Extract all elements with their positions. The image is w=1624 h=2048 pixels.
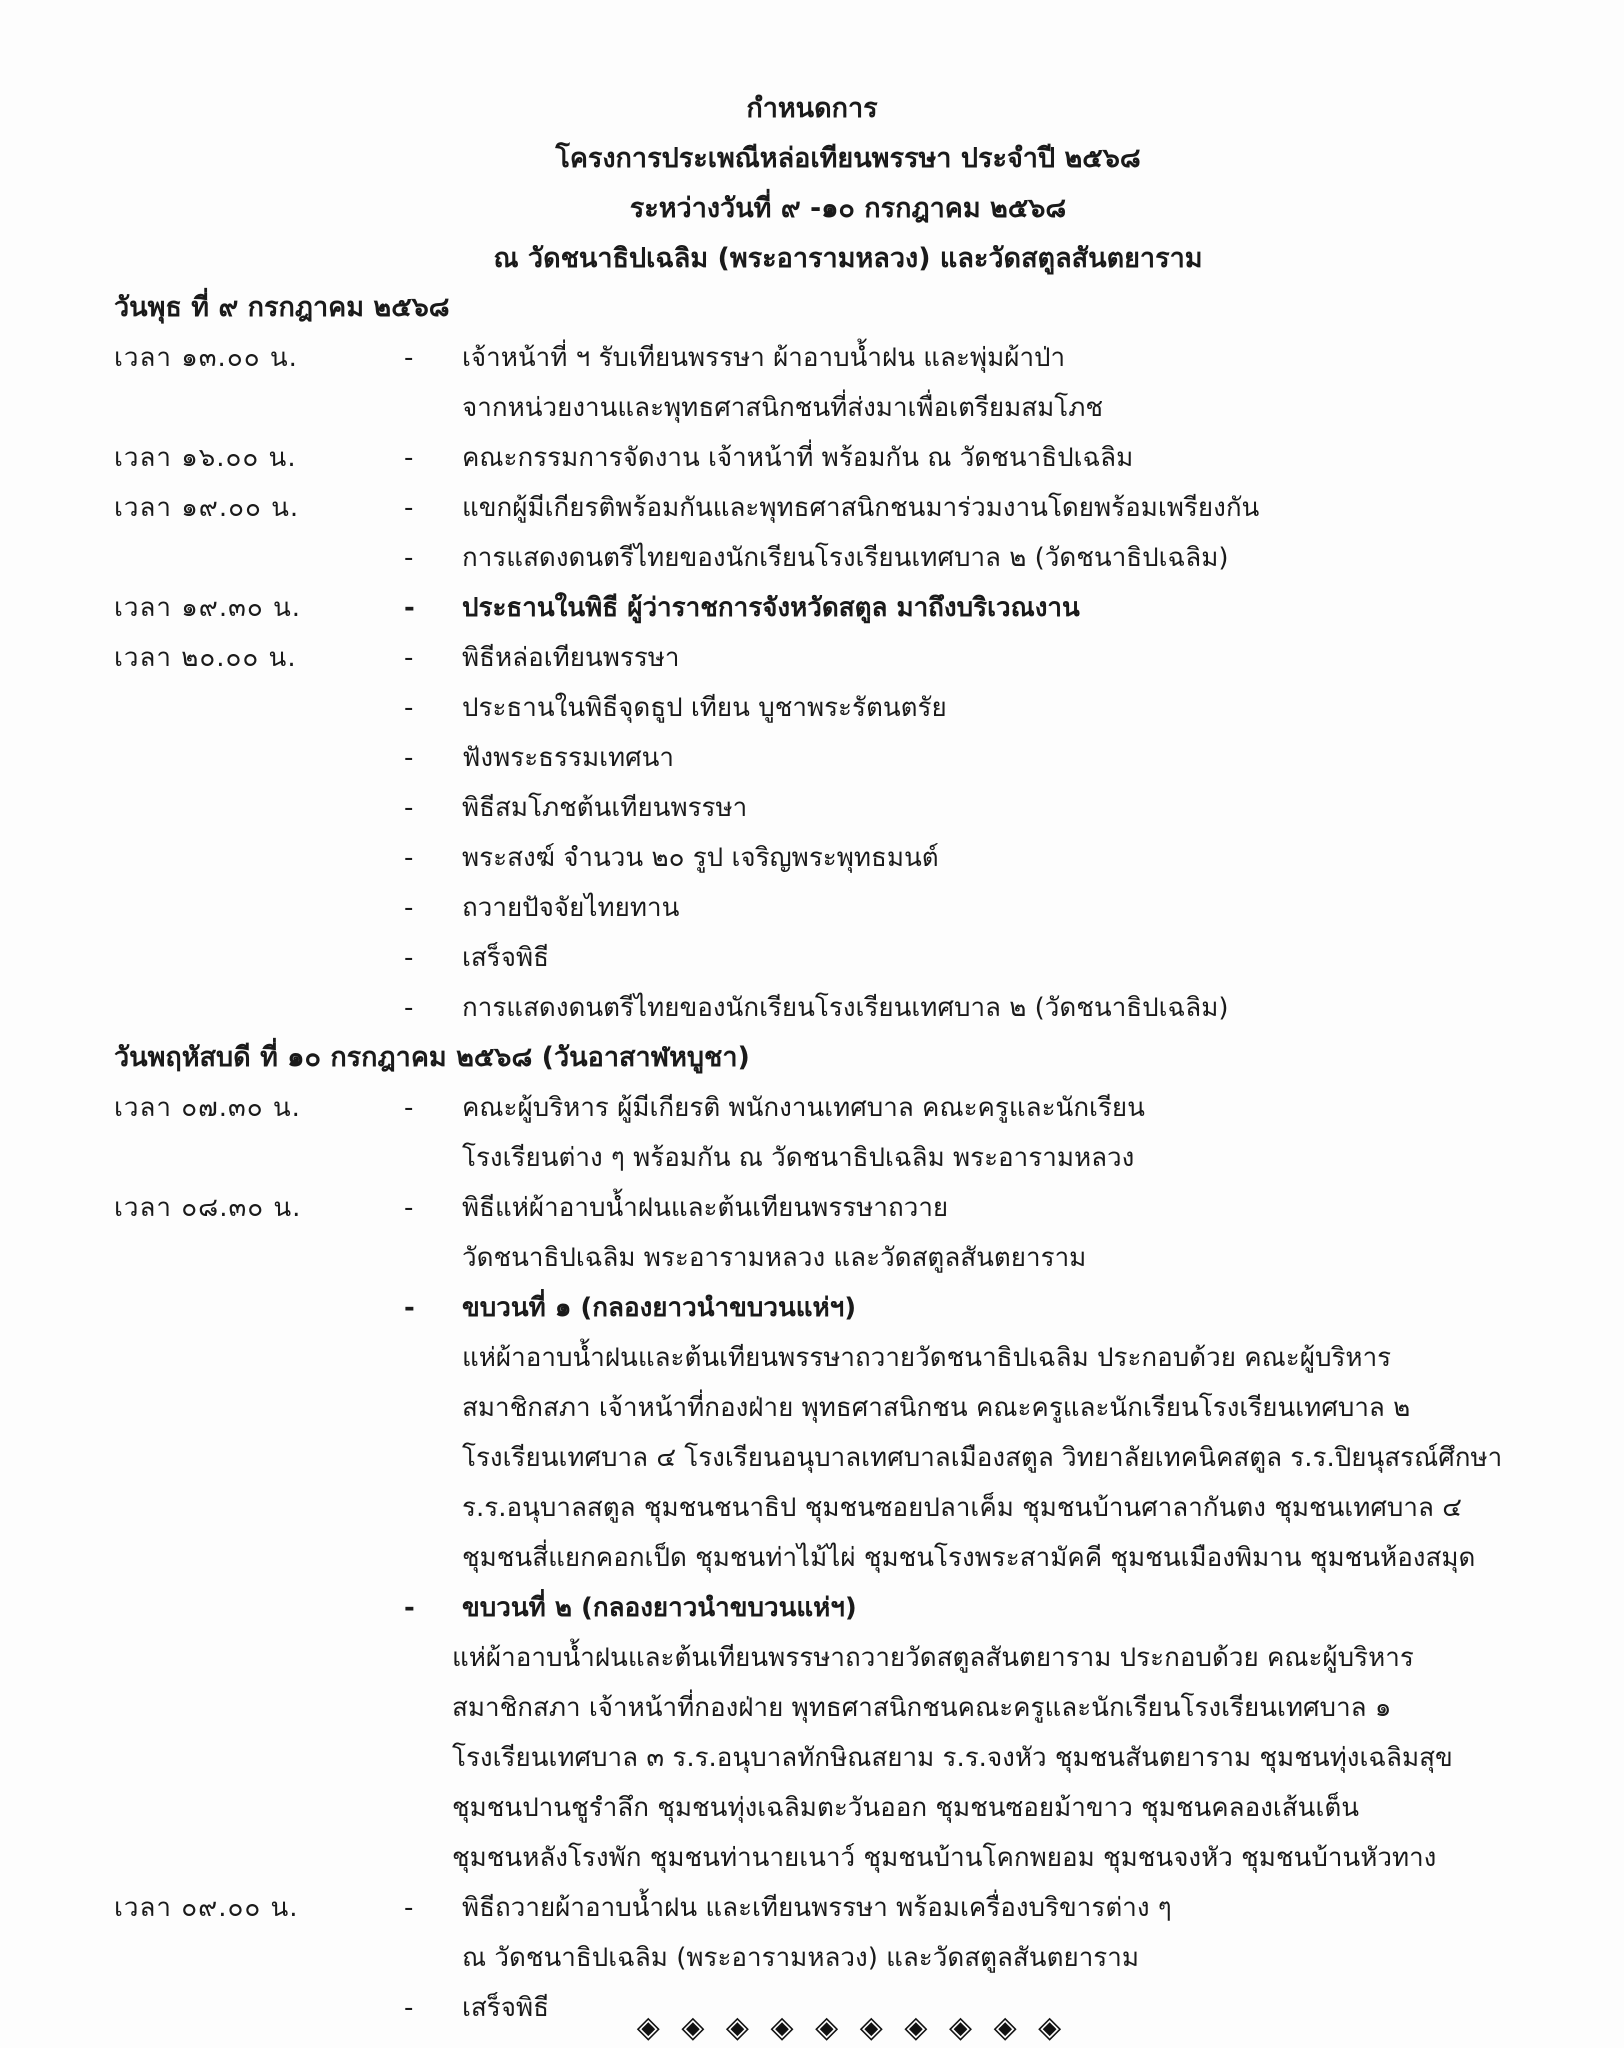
schedule-bullet: - (404, 1893, 414, 1923)
footer-ornaments (0, 2010, 1624, 2045)
venue-line: ณ วัดชนาธิปเฉลิม (พระอารามหลวง) และวัดสตูลสันตยาราม (493, 243, 1203, 274)
schedule-text: แขกผู้มีเกียรติพร้อมกันและพุทธศาสนิกชนมาร่วมงานโดยพร้อมเพรียงกัน (462, 493, 1260, 523)
schedule-text: พิธีสมโภชต้นเทียนพรรษา (462, 793, 748, 823)
schedule-bullet: - (404, 693, 414, 723)
schedule-bullet: - (404, 1293, 415, 1323)
schedule-row (0, 1238, 1624, 1288)
schedule-row (0, 1288, 1624, 1338)
schedule-row (0, 588, 1624, 638)
schedule-text: โรงเรียนต่าง ๆ พร้อมกัน ณ วัดชนาธิปเฉลิม พระอารามหลวง (462, 1143, 1135, 1173)
schedule-bullet: - (404, 1093, 414, 1123)
schedule-text: ประธานในพิธีจุดธูป เทียน บูชาพระรัตนตรัย (462, 693, 947, 723)
schedule-row (0, 1138, 1624, 1188)
schedule-bullet: - (404, 493, 414, 523)
schedule-text: การแสดงดนตรีไทยของนักเรียนโรงเรียนเทศบาล ๒ (วัดชนาธิปเฉลิม) (462, 543, 1229, 573)
schedule-row (0, 1588, 1624, 1638)
schedule-time: เวลา ๐๗.๓๐ น. (114, 1093, 301, 1123)
schedule-row (0, 1088, 1624, 1138)
project-title: โครงการประเพณีหล่อเทียนพรรษา ประจำปี ๒๕๖๘ (555, 143, 1141, 174)
schedule-text: ณ วัดชนาธิปเฉลิม (พระอารามหลวง) และวัดสตูลสันตยาราม (462, 1943, 1139, 1973)
schedule-bullet: - (404, 1993, 414, 2023)
schedule-text: โรงเรียนเทศบาล ๔ โรงเรียนอนุบาลเทศบาลเมืองสตูล วิทยาลัยเทคนิคสตูล ร.ร.ปิยนุสรณ์ศึกษา (462, 1443, 1503, 1473)
schedule-text: ขบวนที่ ๒ (กลองยาวนำขบวนแห่ฯ) (462, 1593, 857, 1623)
schedule-text: แห่ผ้าอาบน้ำฝนและต้นเทียนพรรษาถวายวัดสตูลสันตยาราม ประกอบด้วย คณะผู้บริหาร (452, 1643, 1414, 1673)
schedule-bullet: - (404, 543, 414, 573)
schedule-text: ร.ร.อนุบาลสตูล ชุมชนชนาธิป ชุมชนซอยปลาเค็ม ชุมชนบ้านศาลากันตง ชุมชนเทศบาล ๔ (462, 1493, 1462, 1523)
schedule-row (0, 1638, 1624, 1688)
schedule-bullet: - (404, 993, 414, 1023)
schedule-text: พิธีหล่อเทียนพรรษา (462, 643, 680, 673)
schedule-row (0, 1938, 1624, 1988)
schedule-text: พิธีถวายผ้าอาบน้ำฝน และเทียนพรรษา พร้อมเครื่องบริขารต่าง ๆ (462, 1893, 1172, 1923)
schedule-text: แห่ผ้าอาบน้ำฝนและต้นเทียนพรรษาถวายวัดชนาธิปเฉลิม ประกอบด้วย คณะผู้บริหาร (462, 1343, 1392, 1373)
schedule-text: ประธานในพิธี ผู้ว่าราชการจังหวัดสตูล มาถึงบริเวณงาน (462, 593, 1080, 623)
schedule-text: ชุมชนหลังโรงพัก ชุมชนท่านายเนาว์ ชุมชนบ้านโคกพยอม ชุมชนจงหัว ชุมชนบ้านหัวทาง (452, 1843, 1437, 1873)
date-range: ระหว่างวันที่ ๙ -๑๐ กรกฎาคม ๒๕๖๘ (629, 193, 1067, 224)
schedule-time: เวลา ๐๙.๐๐ น. (114, 1893, 299, 1923)
schedule-text: ถวายปัจจัยไทยทาน (462, 893, 680, 923)
schedule-row (0, 338, 1624, 388)
schedule-text: พระสงฆ์ จำนวน ๒๐ รูป เจริญพระพุทธมนต์ (462, 843, 939, 873)
schedule-text: ชุมชนสี่แยกคอกเป็ด ชุมชนท่าไม้ไผ่ ชุมชนโรงพระสามัคคี ชุมชนเมืองพิมาน ชุมชนห้องสมุด (462, 1543, 1476, 1573)
schedule-row (0, 1438, 1624, 1488)
schedule-bullet: - (404, 743, 414, 773)
schedule-time: เวลา ๒๐.๐๐ น. (114, 643, 297, 673)
schedule-bullet: - (404, 443, 414, 473)
schedule-row (0, 1538, 1624, 1588)
schedule-bullet: - (404, 1593, 415, 1623)
schedule-text: ชุมชนปานชูรำลึก ชุมชนทุ่งเฉลิมตะวันออก ชุมชนซอยม้าขาว ชุมชนคลองเส้นเต็น (452, 1793, 1359, 1823)
schedule-row (0, 838, 1624, 888)
schedule-bullet: - (404, 843, 414, 873)
day1-heading: วันพุธ ที่ ๙ กรกฎาคม ๒๕๖๘ (114, 292, 450, 323)
schedule-row (0, 1838, 1624, 1888)
schedule-row (0, 1388, 1624, 1438)
schedule-text: วัดชนาธิปเฉลิม พระอารามหลวง และวัดสตูลสันตยาราม (462, 1243, 1087, 1273)
schedule-row (0, 1488, 1624, 1538)
diamond-ornament-row: ◈ ◈ ◈ ◈ ◈ ◈ ◈ ◈ ◈ ◈ (636, 2010, 1068, 2045)
schedule-row (0, 938, 1624, 988)
day2-heading: วันพฤหัสบดี ที่ ๑๐ กรกฎาคม ๒๕๖๘ (วันอาสาฬหบูชา) (114, 1042, 750, 1073)
schedule-time: เวลา ๑๙.๐๐ น. (114, 493, 300, 523)
schedule-text: คณะผู้บริหาร ผู้มีเกียรติ พนักงานเทศบาล คณะครูและนักเรียน (462, 1093, 1145, 1123)
schedule-row (0, 1338, 1624, 1388)
schedule-row (0, 1688, 1624, 1738)
schedule-text: คณะกรรมการจัดงาน เจ้าหน้าที่ พร้อมกัน ณ วัดชนาธิปเฉลิม (462, 443, 1134, 473)
schedule-bullet: - (404, 1193, 414, 1223)
schedule-row (0, 988, 1624, 1038)
schedule-text: เจ้าหน้าที่ ฯ รับเทียนพรรษา ผ้าอาบน้ำฝน และพุ่มผ้าป่า (462, 343, 1066, 373)
schedule-row (0, 688, 1624, 738)
schedule-text: สมาชิกสภา เจ้าหน้าที่กองฝ่าย พุทธศาสนิกชนคณะครูและนักเรียนโรงเรียนเทศบาล ๑ (452, 1693, 1392, 1723)
document-title: กำหนดการ (746, 93, 878, 124)
schedule-text: ฟังพระธรรมเทศนา (462, 743, 675, 773)
schedule-bullet: - (404, 593, 415, 623)
schedule-row (0, 788, 1624, 838)
schedule-bullet: - (404, 643, 414, 673)
schedule-text: เสร็จพิธี (462, 943, 549, 973)
schedule-bullet: - (404, 943, 414, 973)
schedule-row (0, 538, 1624, 588)
schedule-row (0, 388, 1624, 438)
schedule-text: สมาชิกสภา เจ้าหน้าที่กองฝ่าย พุทธศาสนิกชน คณะครูและนักเรียนโรงเรียนเทศบาล ๒ (462, 1393, 1411, 1423)
schedule-row (0, 1888, 1624, 1938)
schedule-row (0, 1188, 1624, 1238)
schedule-row (0, 738, 1624, 788)
schedule-time: เวลา ๑๓.๐๐ น. (114, 343, 298, 373)
schedule-text: เสร็จพิธี (462, 1993, 549, 2023)
schedule-time: เวลา ๑๖.๐๐ น. (114, 443, 297, 473)
schedule-time: เวลา ๐๘.๓๐ น. (114, 1193, 302, 1223)
document-header (0, 84, 1624, 284)
schedule-row (0, 488, 1624, 538)
schedule-text: ขบวนที่ ๑ (กลองยาวนำขบวนแห่ฯ) (462, 1293, 857, 1323)
schedule-bullet: - (404, 793, 414, 823)
schedule-bullet: - (404, 893, 414, 923)
schedule-text: พิธีแห่ผ้าอาบน้ำฝนและต้นเทียนพรรษาถวาย (462, 1193, 949, 1223)
schedule-row (0, 888, 1624, 938)
schedule-row (0, 1738, 1624, 1788)
schedule-text: การแสดงดนตรีไทยของนักเรียนโรงเรียนเทศบาล ๒ (วัดชนาธิปเฉลิม) (462, 993, 1229, 1023)
schedule-row (0, 1788, 1624, 1838)
schedule-bullet: - (404, 343, 414, 373)
schedule-row (0, 438, 1624, 488)
schedule-time: เวลา ๑๙.๓๐ น. (114, 593, 302, 623)
schedule-text: จากหน่วยงานและพุทธศาสนิกชนที่ส่งมาเพื่อเตรียมสมโภช (462, 393, 1104, 423)
schedule-text: โรงเรียนเทศบาล ๓ ร.ร.อนุบาลทักษิณสยาม ร.ร.จงหัว ชุมชนสันตยาราม ชุมชนทุ่งเฉลิมสุข (452, 1743, 1453, 1773)
schedule-row (0, 638, 1624, 688)
